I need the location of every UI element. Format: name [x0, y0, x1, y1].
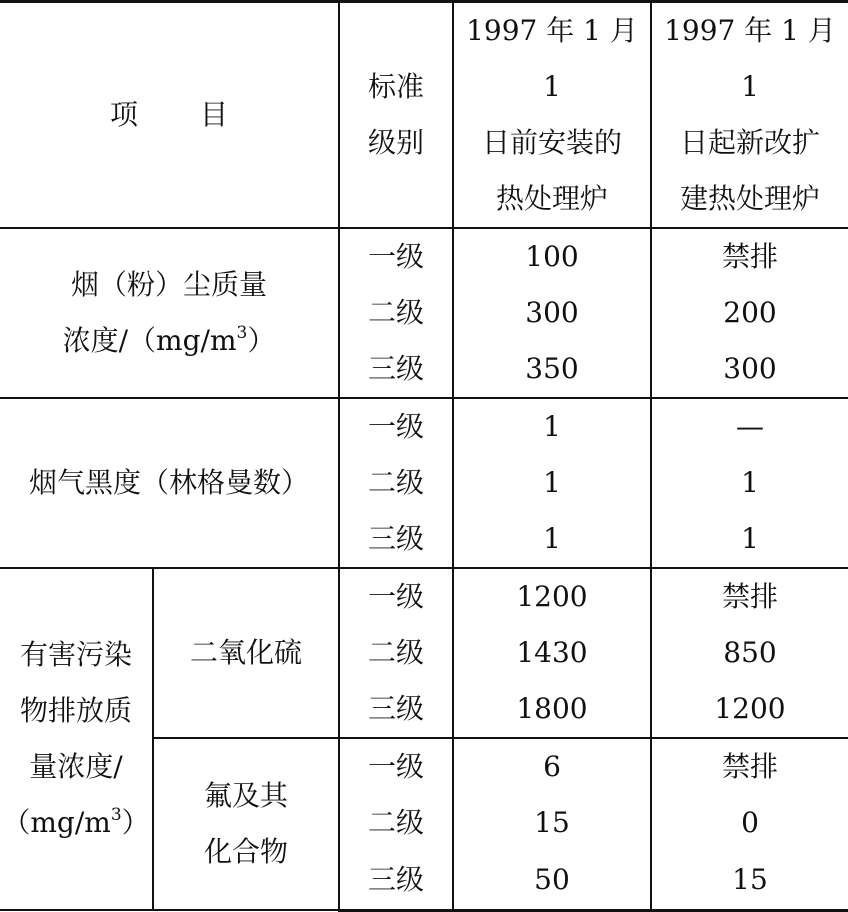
level-cell: 二级: [339, 285, 453, 341]
before-cell: 1200: [453, 568, 651, 625]
dust-label-line: [0, 313, 338, 369]
before-cell: 15: [453, 795, 651, 851]
header-after-line: 1997 年 1 月 1: [664, 14, 836, 103]
dust-unit-text: 浓度/（mg/m: [62, 324, 237, 357]
header-after-line: 建热处理炉: [679, 182, 820, 215]
before-cell: 6: [453, 738, 651, 795]
harmful-label-line: 量浓度/: [29, 750, 123, 783]
harmful-label-line: 物排放质: [19, 694, 132, 727]
fluoride-label-line: 化合物: [203, 835, 288, 868]
after-cell: 200: [651, 285, 848, 341]
before-cell: 1: [453, 455, 651, 511]
smoke-label: 烟气黑度（林格曼数）: [0, 398, 339, 568]
header-item-a: 项: [109, 98, 138, 131]
header-before-line: 1997 年 1 月 1: [466, 14, 638, 103]
after-cell: —: [651, 398, 848, 455]
header-after: [651, 2, 848, 229]
level-cell: 一级: [339, 398, 453, 455]
header-item: [0, 2, 339, 229]
level-cell: 二级: [339, 625, 453, 681]
header-item-b: 目: [200, 98, 229, 131]
after-cell: 禁排: [651, 738, 848, 795]
harmful-unit-text: （mg/m: [2, 806, 111, 839]
after-cell: 300: [651, 341, 848, 398]
so2-label: 二氧化硫: [153, 568, 339, 738]
after-cell: 15: [651, 851, 848, 910]
dust-label: [0, 228, 339, 398]
header-level: [339, 2, 453, 229]
header-after-line: 日起新改扩: [679, 126, 820, 159]
header-before-line: 热处理炉: [495, 182, 608, 215]
harmful-label-line: [0, 795, 152, 851]
level-cell: 一级: [339, 228, 453, 285]
header-before-line: 日前安装的: [481, 126, 622, 159]
before-cell: 1: [453, 511, 651, 568]
header-before: [453, 2, 651, 229]
after-cell: 1: [651, 511, 848, 568]
harmful-label: [0, 568, 153, 910]
fluoride-label: [153, 738, 339, 910]
before-cell: 350: [453, 341, 651, 398]
before-cell: 1430: [453, 625, 651, 681]
after-cell: 1: [651, 455, 848, 511]
after-cell: 0: [651, 795, 848, 851]
level-cell: 三级: [339, 341, 453, 398]
dust-unit-close: ）: [247, 324, 276, 357]
level-cell: 三级: [339, 851, 453, 910]
header-level-line: 标准: [367, 70, 424, 103]
dust-unit-sup: 3: [236, 322, 248, 343]
after-cell: 禁排: [651, 568, 848, 625]
fluoride-label-line: 氟及其: [203, 779, 288, 812]
after-cell: 禁排: [651, 228, 848, 285]
harmful-unit-close: ）: [121, 806, 150, 839]
table-row: [0, 398, 848, 455]
level-cell: 三级: [339, 511, 453, 568]
after-cell: 1200: [651, 681, 848, 738]
level-cell: 三级: [339, 681, 453, 738]
harmful-label-line: 有害污染: [19, 638, 132, 671]
table-row: [0, 228, 848, 285]
level-cell: 二级: [339, 795, 453, 851]
level-cell: 一级: [339, 738, 453, 795]
level-cell: 一级: [339, 568, 453, 625]
before-cell: 50: [453, 851, 651, 910]
header-row: [0, 2, 848, 229]
after-cell: 850: [651, 625, 848, 681]
before-cell: 1: [453, 398, 651, 455]
harmful-unit-sup: 3: [110, 804, 122, 825]
level-cell: 二级: [339, 455, 453, 511]
table-row: [0, 568, 848, 625]
before-cell: 1800: [453, 681, 651, 738]
before-cell: 300: [453, 285, 651, 341]
header-level-line: 级别: [367, 126, 424, 159]
dust-label-line: 烟（粉）尘质量: [70, 268, 267, 301]
before-cell: 100: [453, 228, 651, 285]
